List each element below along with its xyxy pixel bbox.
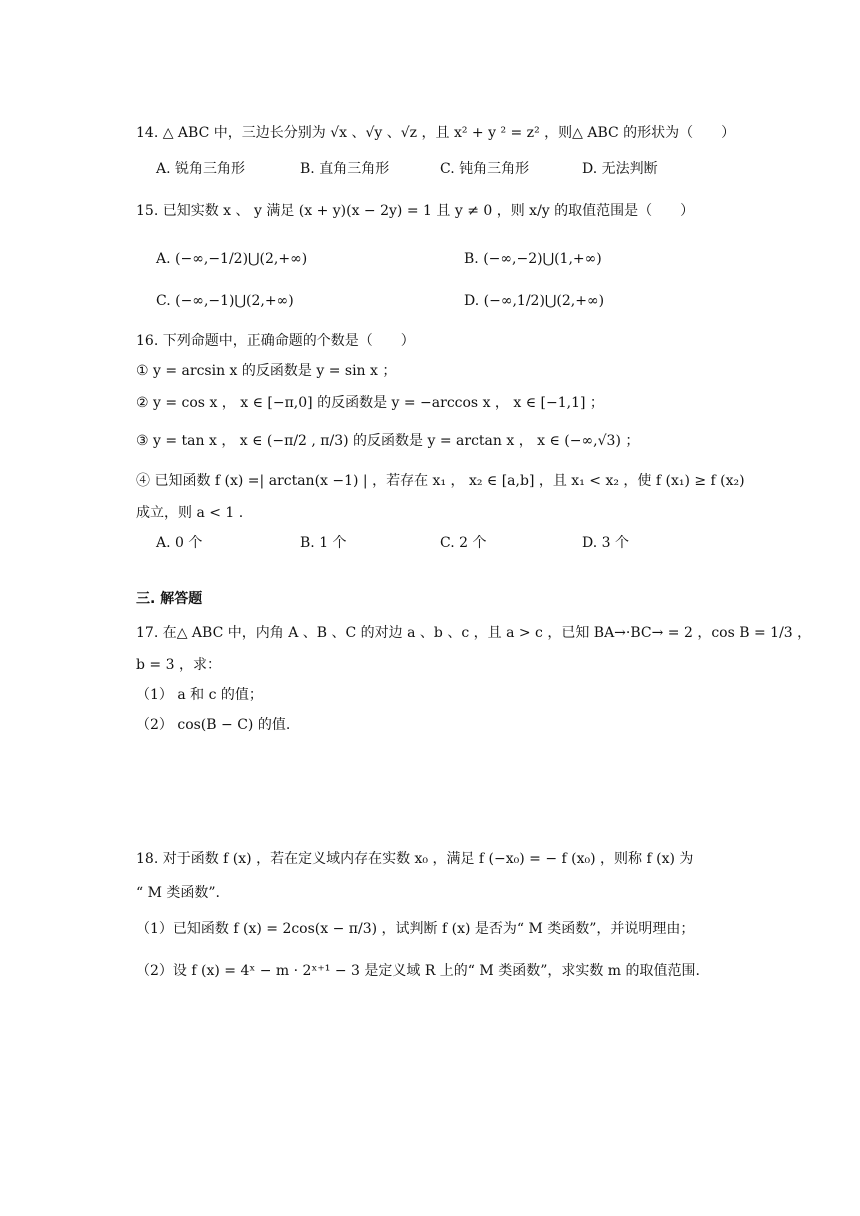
q16-item-3: ③ y = tan x ， x ∈ (−π/2 , π/3) 的反函数是 y = arctan x ， x ∈ (−∞,√3) ； bbox=[136, 433, 640, 449]
q14-option-d: D. 无法判断 bbox=[582, 161, 658, 177]
q16-item-2: ② y = cos x ， x ∈ [−π,0] 的反函数是 y = −arccos x ， x ∈ [−1,1] ； bbox=[136, 395, 604, 411]
q16-item-4-cont: 成立，则 a < 1 . bbox=[136, 505, 244, 521]
q18-line-1: 18. 对于函数 f (x) ，若在定义域内存在实数 x₀ ，满足 f (−x₀) = − f (x₀) ，则称 f (x) 为 bbox=[136, 851, 694, 867]
q14-stem: 14. △ ABC 中，三边长分别为 √x 、√y 、√z ，且 x² + y ² = z² ，则△ ABC 的形状为（ ） bbox=[136, 125, 736, 141]
q17-part-2: （2） cos(B − C) 的值. bbox=[136, 717, 291, 733]
q14-option-c: C. 钝角三角形 bbox=[440, 161, 530, 177]
q15-option-a: A. (−∞,−1/2)⋃(2,+∞) bbox=[156, 251, 308, 267]
q16-option-a: A. 0 个 bbox=[156, 535, 203, 551]
q16-option-b: B. 1 个 bbox=[300, 535, 347, 551]
q15-option-c: C. (−∞,−1)⋃(2,+∞) bbox=[156, 293, 294, 309]
q15-stem: 15. 已知实数 x 、 y 满足 (x + y)(x − 2y) = 1 且 y ≠ 0 ，则 x/y 的取值范围是（ ） bbox=[136, 203, 695, 219]
q15-option-b: B. (−∞,−2)⋃(1,+∞) bbox=[464, 251, 602, 267]
q17-part-1: （1） a 和 c 的值； bbox=[136, 687, 263, 703]
q16-stem: 16. 下列命题中，正确命题的个数是（ ） bbox=[136, 333, 415, 349]
q17-line-2: b = 3 ，求： bbox=[136, 657, 221, 673]
q17-line-1: 17. 在△ ABC 中，内角 A 、B 、C 的对边 a 、b 、c ，且 a > c ，已知 BA→·BC→ = 2 ，cos B = 1/3 ， bbox=[136, 625, 812, 641]
q18-part-1: （1）已知函数 f (x) = 2cos(x − π/3) ，试判断 f (x) 是否为“ M 类函数”，并说明理由； bbox=[136, 921, 695, 937]
q14-option-a: A. 锐角三角形 bbox=[156, 161, 246, 177]
q16-item-1: ① y = arcsin x 的反函数是 y = sin x ； bbox=[136, 363, 397, 379]
section-heading: 三. 解答题 bbox=[136, 591, 203, 607]
q18-line-2: “ M 类函数”. bbox=[136, 885, 220, 901]
q14-option-b: B. 直角三角形 bbox=[300, 161, 390, 177]
q15-option-d: D. (−∞,1/2)⋃(2,+∞) bbox=[464, 293, 605, 309]
q18-part-2: （2）设 f (x) = 4ˣ − m · 2ˣ⁺¹ − 3 是定义域 R 上的“ M 类函数”，求实数 m 的取值范围. bbox=[136, 963, 700, 979]
q16-option-c: C. 2 个 bbox=[440, 535, 487, 551]
q16-item-4: ④ 已知函数 f (x) =| arctan(x −1) | ，若存在 x₁ ， x₂ ∈ [a,b] ，且 x₁ < x₂ ，使 f (x₁) ≥ f (x₂) bbox=[136, 473, 745, 489]
q16-option-d: D. 3 个 bbox=[582, 535, 629, 551]
